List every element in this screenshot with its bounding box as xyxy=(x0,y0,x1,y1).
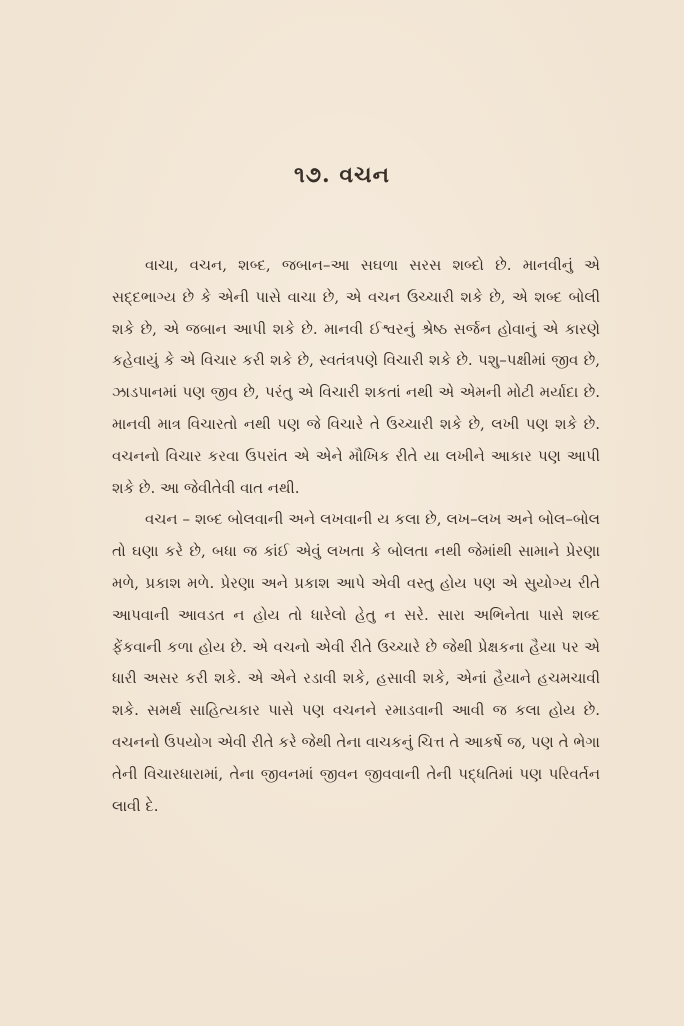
chapter-body xyxy=(112,250,600,822)
paragraph-1: વાચા, વચન, શબ્દ, જબાન–આ સઘળા સરસ શબ્દો છે. માનવીનું એ સદ્દભાગ્ય છે કે એની પાસે વાચા છે, એ વચન ઉચ્ચારી શકે છે, એ શબ્દ બોલી શકે છે, એ જબાન આપી શકે છે. માનવી ઈશ્વરનું શ્રેષ્ઠ સર્જન હોવાનું એ કારણે કહેવાયું કે એ વિચાર કરી શકે છે, સ્વતંત્રપણે વિચારી શકે છે. પશુ–પક્ષીમાં જીવ છે, ઝાડપાનમાં પણ જીવ છે, પરંતુ એ વિચારી શકતાં નથી એ એમની મોટી મર્યાદા છે. માનવી માત્ર વિચારતો નથી પણ જે વિચારે તે ઉચ્ચારી શકે છે, લખી પણ શકે છે. વચનનો વિચાર કરવા ઉપરાંત એ એને મૌખિક રીતે યા લખીને આકાર પણ આપી શકે છે. આ જેવીતેવી વાત નથી. xyxy=(112,256,600,497)
chapter-title: ૧૭. વચન xyxy=(293,162,391,188)
paragraph-2: વચન – શબ્દ બોલવાની અને લખવાની ય કલા છે, લખ–લખ અને બોલ–બોલ તો ઘણા કરે છે, બધા જ કાંઈ એવું લખતા કે બોલતા નથી જેમાંથી સામાને પ્રેરણા મળે, પ્રકાશ મળે. પ્રેરણા અને પ્રકાશ આપે એવી વસ્તુ હોય પણ એ સુયોગ્ય રીતે આપવાની આવડત ન હોય તો ધારેલો હેતુ ન સરે. સારા અભિનેતા પાસે શબ્દ ફેંકવાની કળા હોય છે. એ વચનો એવી રીતે ઉચ્ચારે છે જેથી પ્રેક્ષકના હૈયા પર એ ધારી અસર કરી શકે. એ એને રડાવી શકે, હસાવી શકે, એનાં હૈયાને હચમચાવી શકે. સમર્થ સાહિત્યકાર પાસે પણ વચનને રમાડવાની આવી જ કલા હોય છે. વચનનો ઉપયોગ એવી રીતે કરે જેથી તેના વાચકનું ચિત્ત તે આકર્ષે જ, પણ તે ભેગા તેની વિચારધારામાં, તેના જીવનમાં જીવન જીવવાની તેની પદ્ધતિમાં પણ પરિવર્તન લાવી દે. xyxy=(112,510,600,815)
